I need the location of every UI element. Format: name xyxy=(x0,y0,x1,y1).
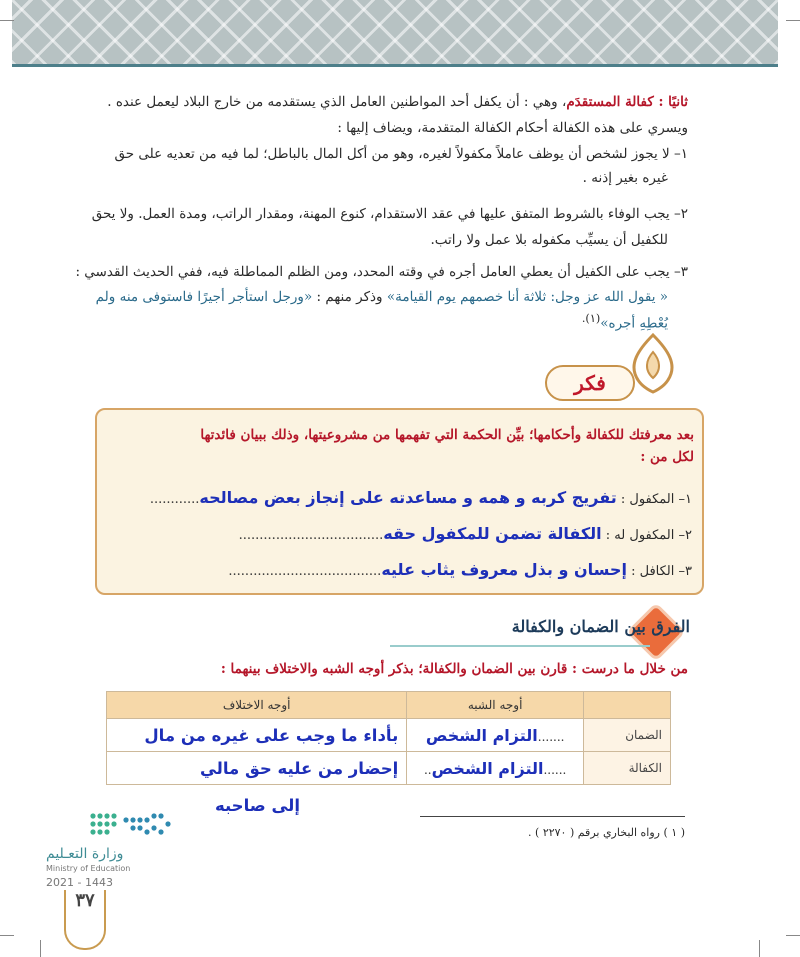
similarity-cell xyxy=(407,719,584,752)
difference-cell xyxy=(107,719,407,752)
hadith-quote: « يقول الله عز وجل: ثلاثة أنا خصمهم يوم القيامة» xyxy=(386,289,668,305)
think-prompt-line: لكل من : xyxy=(640,449,694,465)
table-header: أوجه الاختلاف xyxy=(107,692,407,719)
think-prompt xyxy=(104,424,694,468)
page-number: ٣٧ xyxy=(75,890,95,911)
handwritten-answer: التزام الشخص xyxy=(431,758,544,778)
crop-mark xyxy=(786,935,800,936)
handwritten-answer: تفريج كربه و همه و مساعدته على إنجاز بعض مصالحه xyxy=(199,488,617,507)
paragraph-line: ويسري على هذه الكفالة أحكام الكفالة المتقدمة، ويضاف إليها : xyxy=(337,120,688,136)
answer-label: ١– المكفول : xyxy=(620,492,692,507)
difference-cell xyxy=(107,752,407,785)
handwritten-answer: بأداء ما وجب على غيره من مال xyxy=(144,725,399,745)
table-row xyxy=(107,752,671,785)
list-item-2: ٢– يجب الوفاء بالشروط المتفق عليها في عقد الاستقدام، كنوع المهنة، ومقدار الراتب، ومدة العمل. ولا يحق xyxy=(91,206,688,222)
comparison-table xyxy=(106,691,671,785)
crop-mark xyxy=(40,940,41,957)
table-header-row xyxy=(107,692,671,719)
similarity-cell xyxy=(407,752,584,785)
crop-mark xyxy=(0,935,14,936)
footnote-rule xyxy=(420,816,685,817)
paragraph-line xyxy=(88,92,688,112)
list-item-1: ١– لا يجوز لشخص أن يوظف عاملاً مكفولاً لغيره، وهو من أكل المال بالباطل؛ لما فيه من تعديه على حق xyxy=(114,146,688,162)
section-underline xyxy=(390,645,650,647)
table-row xyxy=(107,719,671,752)
think-answer-row xyxy=(107,524,692,543)
line-text: ، وهي : أن يكفل أحد المواطنين العامل الذي يستقدمه من خارج البلاد ليعمل عنده . xyxy=(107,94,567,110)
think-answer-row xyxy=(107,560,692,579)
line-text: وذكر منهم : xyxy=(312,289,387,305)
list-item-3: ٣– يجب على الكفيل أن يعطي العامل أجره في وقته المحدد، ومن الظلم المماطلة فيه، ففي الحديث القدسي : xyxy=(75,264,688,280)
answer-label: ٣– الكافل : xyxy=(631,564,692,579)
crop-mark xyxy=(786,20,800,21)
crop-mark xyxy=(0,20,14,21)
header-rule xyxy=(12,64,778,67)
row-label: الكفالة xyxy=(584,752,671,785)
list-item-1-cont: غيره بغير إذنه . xyxy=(582,170,668,186)
think-answer-row xyxy=(107,488,692,507)
ministry-name-english: Ministry of Education xyxy=(46,864,131,873)
hadith-quote: يُعْطِهِ أجره» xyxy=(600,315,668,332)
hadith-quote: «ورجل استأجر أجيرًا فاستوفى منه ولم xyxy=(95,289,313,305)
answer-label: ٢– المكفول له : xyxy=(605,528,692,543)
decorative-header-band xyxy=(12,0,778,64)
crop-mark xyxy=(759,940,760,957)
footnote-ref: (١). xyxy=(581,312,601,325)
handwritten-answer: إحضار من عليه حق مالي xyxy=(199,758,399,778)
list-item-3-hadith xyxy=(68,287,668,307)
handwritten-answer: التزام الشخص xyxy=(425,725,538,745)
answer-dots: .. xyxy=(423,762,432,777)
list-item-3-hadith-cont xyxy=(168,309,668,334)
table-header xyxy=(584,692,671,719)
list-item-2-cont: للكفيل أن يسيِّب مكفوله بلا عمل ولا راتب. xyxy=(430,232,668,248)
answer-dots: ................................... xyxy=(238,528,384,543)
term-title: ثانيًا : كفالة المستقدَم xyxy=(566,94,688,110)
think-badge: فكر xyxy=(545,365,635,401)
comparison-instruction: من خلال ما درست : قارن بين الضمان والكفالة؛ بذكر أوجه الشبه والاختلاف بينهما : xyxy=(220,661,688,677)
footnote: ( ١ ) رواه البخاري برقم ( ٢٢٧٠ ) . xyxy=(528,826,685,839)
answer-dots: ....... xyxy=(537,729,565,744)
handwritten-answer: إحسان و بذل معروف يثاب عليه xyxy=(381,560,627,579)
table-header: أوجه الشبه xyxy=(407,692,584,719)
answer-dots: ..................................... xyxy=(228,564,382,579)
edition-year: 2021 - 1443 xyxy=(46,876,113,889)
handwritten-answer: الكفالة تضمن للمكفول حقه xyxy=(383,524,602,543)
think-prompt-line: بعد معرفتك للكفالة وأحكامها؛ بيِّن الحكمة التي تفهمها من مشروعيتها، وذلك ببيان فائدتها xyxy=(200,427,694,443)
section-title: الفرق بين الضمان والكفالة xyxy=(511,617,690,636)
answer-dots: ............ xyxy=(149,492,200,507)
answer-dots: ...... xyxy=(543,762,567,777)
ministry-logo-icon xyxy=(88,806,178,840)
ministry-name-arabic: وزارة التعـليم xyxy=(46,846,124,862)
handwritten-answer-overflow: إلى صاحبه xyxy=(214,796,300,815)
row-label: الضمان xyxy=(584,719,671,752)
